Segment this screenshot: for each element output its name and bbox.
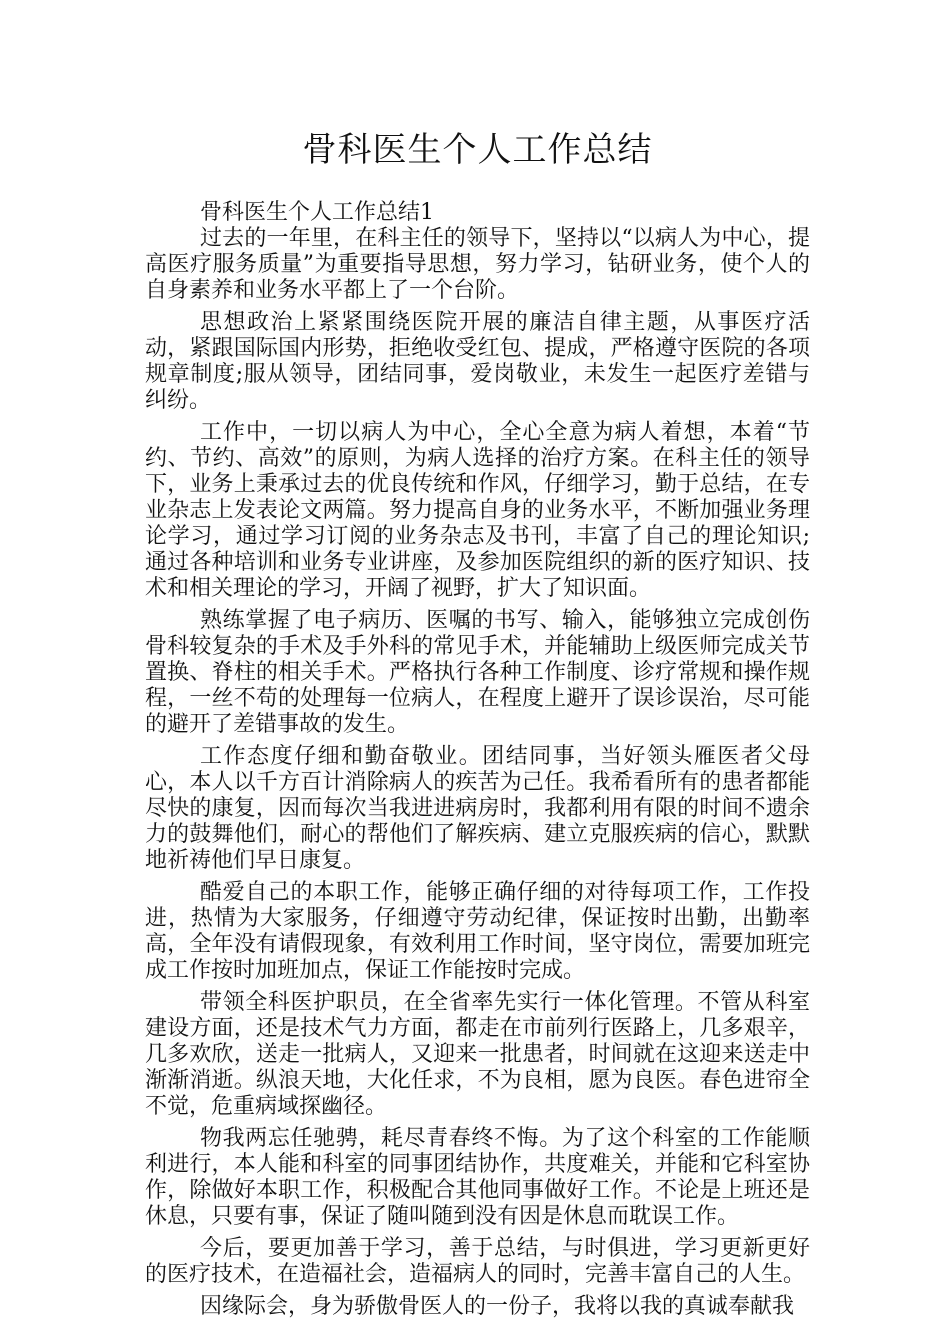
paragraph-7: 带领全科医护职员，在全省率先实行一体化管理。不管从科室建设方面，还是技术气力方面，都走在市前列行医路上，几多艰辛，几多欢欣，送走一批病人，又迎来一批患者，时间就在这迎来送走中渐渐消逝。纵浪天地，大化任求，不为良相，愿为良医。春色进帘全不觉，危重病域探幽径。 <box>145 990 810 1119</box>
paragraph-1: 过去的一年里，在科主任的领导下，坚持以“以病人为中心，提高医疗服务质量”为重要指导思想，努力学习，钻研业务，使个人的自身素养和业务水平都上了一个台阶。 <box>145 226 810 303</box>
paragraph-2: 思想政治上紧紧围绕医院开展的廉洁自律主题，从事医疗活动，紧跟国际国内形势，拒绝收受红包、提成，严格遵守医院的各项规章制度;服从领导，团结同事，爱岗敬业，未发生一起医疗差错与纠纷。 <box>145 310 810 413</box>
paragraph-3: 工作中，一切以病人为中心，全心全意为病人着想，本着“节约、节约、高效”的原则，为病人选择的治疗方案。在科主任的领导下，业务上秉承过去的优良传统和作风，仔细学习，勤于总结，在专业杂志上发表论文两篇。努力提高自身的业务水平，不断加强业务理论学习，通过学习订阅的业务杂志及书刊，丰富了自己的理论知识;通过各种培训和业务专业讲座，及参加医院组织的新的医疗知识、技术和相关理论的学习，开阔了视野，扩大了知识面。 <box>145 420 810 601</box>
section-heading: 骨科医生个人工作总结1 <box>200 200 434 225</box>
paragraph-10: 因缘际会，身为骄傲骨医人的一份子，我将以我的真诚奉献我 <box>200 1294 795 1319</box>
document-title: 骨科医生个人工作总结 <box>302 130 653 170</box>
document-page <box>145 120 810 1320</box>
paragraph-5: 工作态度仔细和勤奋敬业。团结同事，当好领头雁医者父母心，本人以千方百计消除病人的疾苦为己任。我希看所有的患者都能尽快的康复，因而每次当我进进病房时，我都利用有限的时间不遗余力的鼓舞他们，耐心的帮他们了解疾病、建立克服疾病的信心，默默地祈祷他们早日康复。 <box>145 744 810 873</box>
paragraph-9: 今后，要更加善于学习，善于总结，与时俱进，学习更新更好的医疗技术，在造福社会，造福病人的同时，完善丰富自己的人生。 <box>145 1236 810 1287</box>
paragraph-6: 酷爱自己的本职工作，能够正确仔细的对待每项工作，工作投进，热情为大家服务，仔细遵守劳动纪律，保证按时出勤，出勤率高，全年没有请假现象，有效利用工作时间，坚守岗位，需要加班完成工作按时加班加点，保证工作能按时完成。 <box>145 880 810 983</box>
paragraph-4: 熟练掌握了电子病历、医嘱的书写、输入，能够独立完成创伤骨科较复杂的手术及手外科的常见手术，并能辅助上级医师完成关节置换、脊柱的相关手术。严格执行各种工作制度、诊疗常规和操作规程，一丝不苟的处理每一位病人，在程度上避开了误诊误治，尽可能的避开了差错事故的发生。 <box>145 608 810 737</box>
paragraph-8: 物我两忘任驰骋，耗尽青春终不悔。为了这个科室的工作能顺利进行，本人能和科室的同事团结协作，共度难关，并能和它科室协作，除做好本职工作，积极配合其他同事做好工作。不论是上班还是休息，只要有事，保证了随叫随到没有因是休息而耽误工作。 <box>145 1126 810 1229</box>
